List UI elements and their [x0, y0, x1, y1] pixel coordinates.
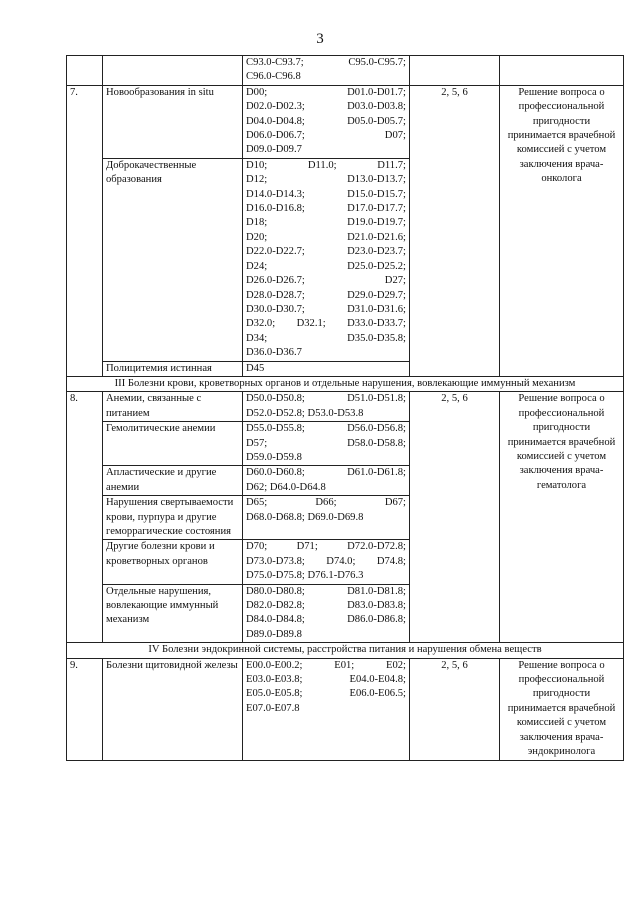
work-classes: 2, 5, 6: [410, 85, 500, 376]
code-line: D36.0-D36.7: [246, 347, 302, 359]
main-table: [66, 55, 624, 761]
table-row: [67, 392, 624, 422]
code-line: D18; D19.0-D19.7;: [246, 217, 406, 229]
code-line: D30.0-D30.7; D31.0-D31.6;: [246, 303, 406, 315]
code-line: E00.0-E00.2; E01; E02;: [246, 659, 406, 671]
disease-name: Анемии, связанные с питанием: [103, 392, 243, 422]
item-number: 7.: [67, 85, 103, 376]
table-row: [67, 56, 624, 86]
code-line: D20; D21.0-D21.6;: [246, 231, 406, 243]
code-line: D60.0-D60.8; D61.0-D61.8;: [246, 467, 406, 479]
section-heading: IV Болезни эндокринной системы, расстройства питания и нарушения обмена веществ: [67, 643, 624, 658]
code-line: C96.0-C96.8: [246, 71, 301, 83]
code-line: E03.0-E03.8; E04.0-E04.8;: [246, 674, 406, 686]
table-row: [67, 85, 624, 158]
section-heading-row: [67, 376, 624, 391]
codes-cell: [243, 56, 410, 86]
code-line: D82.0-D82.8; D83.0-D83.8;: [246, 600, 406, 612]
work-classes: 2, 5, 6: [410, 658, 500, 760]
code-line: D73.0-D73.8; D74.0; D74.8;: [246, 555, 406, 567]
icd-codes: [243, 422, 410, 466]
name-cell: [103, 56, 243, 86]
code-line: D57; D58.0-D58.8;: [246, 437, 406, 449]
code-line: D02.0-D02.3; D03.0-D03.8;: [246, 101, 406, 113]
code-line: C93.0-C93.7; C95.0-C95.7;: [246, 57, 406, 68]
work-classes: 2, 5, 6: [410, 392, 500, 643]
code-line: D32.0; D32.1; D33.0-D33.7;: [246, 318, 406, 330]
number-cell: [67, 56, 103, 86]
disease-name: Новообразования in situ: [103, 85, 243, 158]
code-line: D06.0-D06.7; D07;: [246, 130, 406, 142]
disease-name: Отдельные нарушения, вовлекающие иммунный механизм: [103, 584, 243, 643]
code-line: D45: [246, 362, 265, 374]
icd-codes: [243, 466, 410, 496]
table-row: [67, 658, 624, 760]
diseases-table: [66, 55, 616, 761]
page-number: 3: [316, 31, 324, 47]
section-heading: III Болезни крови, кроветворных органов и отдельные нарушения, вовлекающие иммунный механизм: [67, 376, 624, 391]
icd-codes: [243, 392, 410, 422]
code-line: E07.0-E07.8: [246, 702, 300, 714]
disease-name: Нарушения свертываемости крови, пурпура и другие геморрагические состояния: [103, 496, 243, 540]
icd-codes: [243, 658, 410, 760]
disease-name: Апластические и другие анемии: [103, 466, 243, 496]
code-line: D10; D11.0; D11.7;: [246, 159, 406, 171]
code-line: D52.0-D52.8; D53.0-D53.8: [246, 407, 364, 419]
code-line: D24; D25.0-D25.2;: [246, 260, 406, 272]
decision-note: Решение вопроса о профессиональной пригодности принимается врачебной комиссией с учетом заключения врача-эндокринолога: [500, 658, 624, 760]
code-line: D75.0-D75.8; D76.1-D76.3: [246, 570, 364, 582]
code-line: D22.0-D22.7; D23.0-D23.7;: [246, 246, 406, 258]
classes-cell: [410, 56, 500, 86]
code-line: D65; D66; D67;: [246, 497, 406, 509]
disease-name: Гемолитические анемии: [103, 422, 243, 466]
code-line: D04.0-D04.8; D05.0-D05.7;: [246, 115, 406, 127]
disease-name: Полицитемия истинная: [103, 361, 243, 376]
icd-codes: [243, 158, 410, 361]
icd-codes: [243, 496, 410, 540]
code-line: D62; D64.0-D64.8: [246, 481, 326, 493]
code-line: D34; D35.0-D35.8;: [246, 332, 406, 344]
icd-codes: [243, 361, 410, 376]
code-line: D59.0-D59.8: [246, 451, 302, 463]
disease-name: Болезни щитовидной железы: [103, 658, 243, 760]
code-line: E05.0-E05.8; E06.0-E06.5;: [246, 688, 406, 700]
icd-codes: [243, 540, 410, 584]
decision-note: Решение вопроса о профессиональной пригодности принимается врачебной комиссией с учетом заключения врача-онколога: [500, 85, 624, 376]
code-line: D00; D01.0-D01.7;: [246, 86, 406, 98]
code-line: D28.0-D28.7; D29.0-D29.7;: [246, 289, 406, 301]
code-line: D68.0-D68.8; D69.0-D69.8: [246, 511, 364, 523]
code-line: D80.0-D80.8; D81.0-D81.8;: [246, 585, 406, 597]
disease-name: Доброкачественные образования: [103, 158, 243, 361]
disease-name: Другие болезни крови и кроветворных органов: [103, 540, 243, 584]
code-line: D16.0-D16.8; D17.0-D17.7;: [246, 203, 406, 215]
code-line: D70; D71; D72.0-D72.8;: [246, 541, 406, 553]
decision-cell: [500, 56, 624, 86]
item-number: 9.: [67, 658, 103, 760]
code-line: D14.0-D14.3; D15.0-D15.7;: [246, 188, 406, 200]
code-line: D55.0-D55.8; D56.0-D56.8;: [246, 423, 406, 435]
icd-codes: [243, 85, 410, 158]
code-line: D09.0-D09.7: [246, 144, 302, 156]
code-line: D12; D13.0-D13.7;: [246, 174, 406, 186]
code-line: D89.0-D89.8: [246, 628, 302, 640]
decision-note: Решение вопроса о профессиональной пригодности принимается врачебной комиссией с учетом заключения врача-гематолога: [500, 392, 624, 643]
item-number: 8.: [67, 392, 103, 643]
code-line: D26.0-D26.7; D27;: [246, 275, 406, 287]
icd-codes: [243, 584, 410, 643]
section-heading-row: [67, 643, 624, 658]
code-line: D50.0-D50.8; D51.0-D51.8;: [246, 393, 406, 405]
code-line: D84.0-D84.8; D86.0-D86.8;: [246, 614, 406, 626]
